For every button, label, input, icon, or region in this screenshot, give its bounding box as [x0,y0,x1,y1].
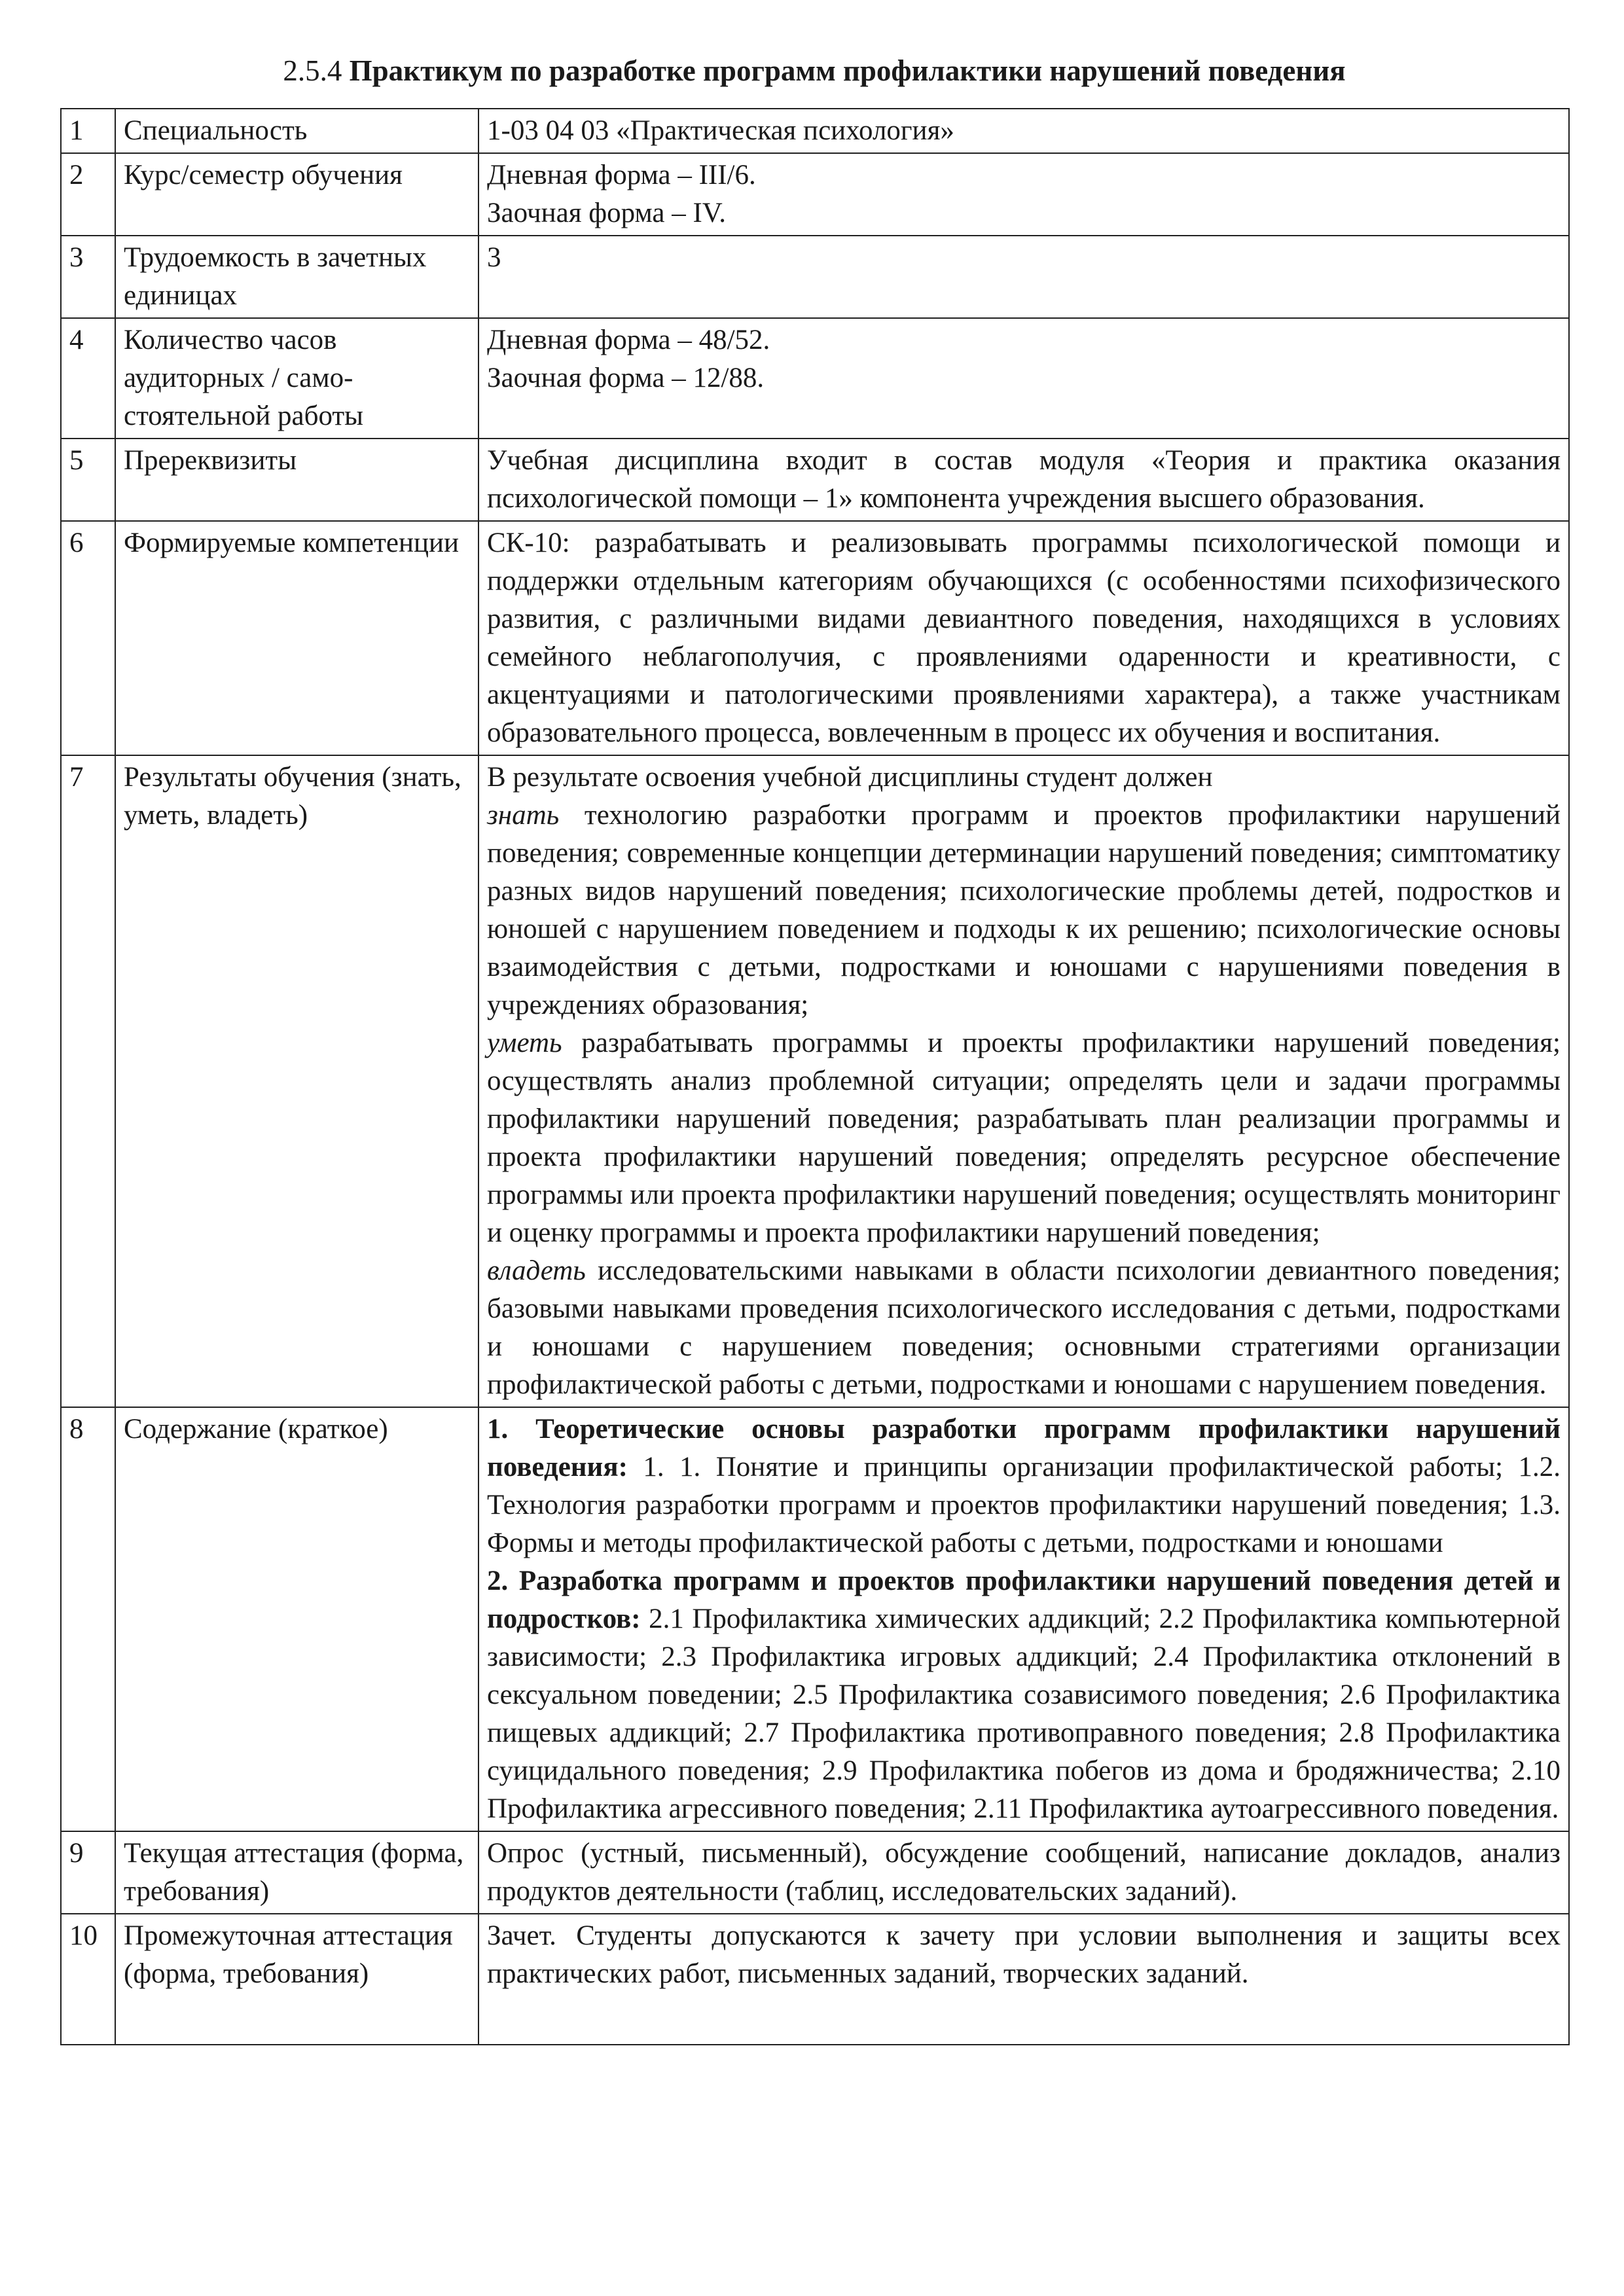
row-label: Текущая аттестация (форма, требования) [115,1831,478,1914]
row-label: Содержание (краткое) [115,1407,478,1831]
value-line: Дневная форма – 48/52. [487,325,770,355]
row-label: Промежуточная аттестация (форма, требования) [115,1914,478,2045]
row-number: 10 [61,1914,115,2045]
know-text: технологию разработки программ и проектов профилактики нарушений поведения; современные концепции детерминации нарушений поведения; симптоматику разных видов нарушений поведения; психологические проблемы детей, подростков и юношей с нарушением поведением и подходы к их решению; психологические основы взаимодействия с детьми, подростками и юношами с нарушениями поведения в учреждениях образования; [487,800,1561,1020]
table-row [61,236,1569,318]
document-title [60,51,1568,90]
outcomes-know [487,797,1561,1024]
section-2-heading: 2. Разработка программ и проектов профилактики нарушений поведения детей и подростков: [487,1566,1561,1634]
table-row [61,521,1569,755]
know-keyword: знать [487,800,560,831]
row-number: 2 [61,153,115,236]
section-title: Практикум по разработке программ профилактики нарушений поведения [349,54,1346,87]
content-section-2 [487,1562,1561,1828]
discipline-table [60,108,1570,2045]
row-label: Специальность [115,109,478,153]
row-label: Количество часов аудиторных / само-стоятельной работы [115,318,478,439]
row-value [478,153,1569,236]
table-row [61,153,1569,236]
row-value: Учебная дисциплина входит в состав модуля «Теория и практика оказания психологической помощи – 1» компонента учреждения высшего образования. [478,439,1569,521]
can-keyword: уметь [487,1028,562,1058]
row-label: Результаты обучения (знать, уметь, владеть) [115,755,478,1407]
row-label: Формируемые компетенции [115,521,478,755]
row-number: 8 [61,1407,115,1831]
row-number: 3 [61,236,115,318]
section-1-text: 1. 1. Понятие и принципы организации профилактической работы; 1.2. Технология разработки программ и проектов профилактики нарушений поведения; 1.3. Формы и методы профилактической работы с детьми, подростками и юношами [487,1452,1561,1558]
own-keyword: владеть [487,1255,586,1286]
table-row [61,755,1569,1407]
table-row [61,1407,1569,1831]
row-number: 7 [61,755,115,1407]
row-label: Курс/семестр обучения [115,153,478,236]
row-value: 3 [478,236,1569,318]
outcomes-own [487,1252,1561,1404]
table-row [61,318,1569,439]
row-value: СК-10: разрабатывать и реализовывать программы психологической помощи и поддержки отдельным категориям обучающихся (с особенностями психофизического развития, с различными видами девиантного поведения, находящихся в условиях семейного неблагополучия, с проявлениями одаренности и креативности, с акцентуациями и патологическими проявлениями характера), а также участникам образовательного процесса, вовлеченным в процесс их обучения и воспитания. [478,521,1569,755]
row-label: Пререквизиты [115,439,478,521]
section-2-text: 2.1 Профилактика химических аддикций; 2.2 Профилактика компьютерной зависимости; 2.3 Профилактика игровых аддикций; 2.4 Профилактика отклонений в сексуальном поведении; 2.5 Профилактика созависимого поведения; 2.6 Профилактика пищевых аддикций; 2.7 Профилактика противоправного поведения; 2.8 Профилактика суицидального поведения; 2.9 Профилактика побегов из дома и бродяжничества; 2.10 Профилактика агрессивного поведения; 2.11 Профилактика аутоагрессивного поведения. [487,1604,1561,1824]
table-row [61,439,1569,521]
row-number: 1 [61,109,115,153]
outcomes-can [487,1024,1561,1252]
row-value [478,318,1569,439]
section-number: 2.5.4 [283,54,342,87]
row-value: 1-03 04 03 «Практическая психология» [478,109,1569,153]
row-value [478,1407,1569,1831]
content-section-1 [487,1410,1561,1562]
table-row [61,1831,1569,1914]
value-line: Заочная форма – 12/88. [487,363,765,393]
section-1-heading: 1. Теоретические основы разработки программ профилактики нарушений поведения: [487,1414,1561,1482]
row-value: Зачет. Студенты допускаются к зачету при условии выполнения и защиты всех практических работ, письменных заданий, творческих заданий. [478,1914,1569,2045]
own-text: исследовательскими навыками в области психологии девиантного поведения; базовыми навыками проведения психологического исследования с детьми, подростками и юношами с нарушением поведения; основными стратегиями организации профилактической работы с детьми, подростками и юношами с нарушением поведения. [487,1255,1561,1400]
row-number: 9 [61,1831,115,1914]
row-number: 4 [61,318,115,439]
row-number: 6 [61,521,115,755]
row-label: Трудоемкость в зачетных единицах [115,236,478,318]
table-row [61,109,1569,153]
row-number: 5 [61,439,115,521]
outcomes-intro: В результате освоения учебной дисциплины студент должен [487,762,1213,793]
value-line: Заочная форма – IV. [487,198,727,228]
value-line: Дневная форма – III/6. [487,160,756,190]
table-row [61,1914,1569,2045]
row-value [478,755,1569,1407]
row-value: Опрос (устный, письменный), обсуждение сообщений, написание докладов, анализ продуктов деятельности (таблиц, исследовательских заданий). [478,1831,1569,1914]
can-text: разрабатывать программы и проекты профилактики нарушений поведения; осуществлять анализ проблемной ситуации; определять цели и задачи программы профилактики нарушений поведения; разрабатывать план реализации программы и проекта профилактики нарушений поведения; определять ресурсное обеспечение программы или проекта профилактики нарушений поведения; осуществлять мониторинг и оценку программы и проекта профилактики нарушений поведения; [487,1028,1561,1248]
